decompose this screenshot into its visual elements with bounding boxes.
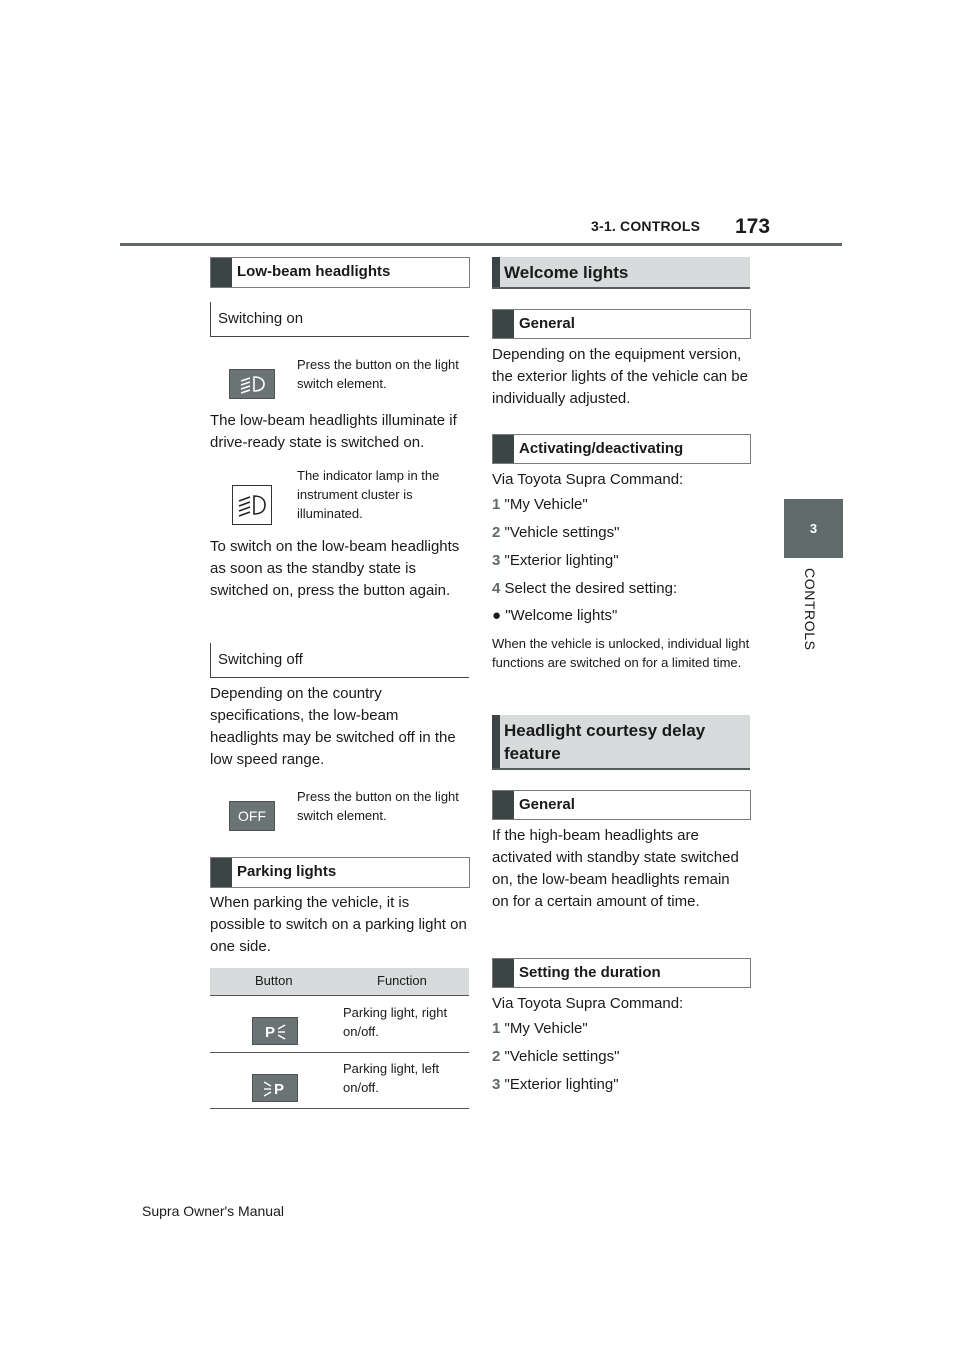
- parking-right-icon: [252, 1017, 298, 1045]
- switch-off-press-text: Press the button on the light switch element.: [297, 789, 459, 823]
- subheading-rule: [210, 677, 469, 678]
- step-number: 2: [492, 524, 501, 541]
- equipment-paragraph: Depending on the equipment version, the exterior lights of the vehicle can be individually adjusted.: [492, 346, 748, 407]
- chapter-tab-number: 3: [784, 499, 843, 558]
- switching-on-subheading: Switching on: [210, 302, 303, 336]
- via-command-text: Via Toyota Supra Command:: [492, 471, 684, 488]
- footer-text: Supra Owner's Manual: [142, 1203, 284, 1219]
- heading-bar: [493, 435, 514, 463]
- subheading-rule: [210, 336, 469, 337]
- off-button-icon: OFF: [229, 801, 275, 831]
- bullet-icon: ●: [492, 607, 502, 624]
- list-item: [492, 1046, 619, 1068]
- list-item: [492, 1074, 619, 1096]
- step-number: 1: [492, 496, 501, 513]
- svg-text:P: P: [265, 1024, 276, 1041]
- heading-bar: [211, 258, 232, 287]
- table-row-function: Parking light, right on/off.: [343, 1005, 448, 1039]
- heading-bar: [492, 715, 500, 768]
- heading-text: General: [519, 796, 575, 813]
- switching-off-subheading: Switching off: [210, 643, 303, 677]
- heading-bar: [492, 257, 500, 287]
- heading-bar: [211, 858, 232, 887]
- indicator-lamp-text: The indicator lamp in the instrument cluster is illuminated.: [297, 468, 440, 521]
- parking-left-icon: [252, 1074, 298, 1102]
- list-item: [492, 522, 619, 544]
- heading-text: General: [519, 315, 575, 332]
- general-heading: [492, 309, 751, 339]
- heading-bar: [493, 310, 514, 338]
- list-item: [492, 494, 588, 516]
- list-item: [492, 1018, 588, 1040]
- activating-heading: [492, 434, 751, 464]
- table-bottom-rule: [210, 1108, 469, 1109]
- step-text: "My Vehicle": [504, 1020, 588, 1037]
- step-number: 3: [492, 1076, 501, 1093]
- switch-off-paragraph: Depending on the country specifications, the low-beam headlights may be switched off in the low speed range.: [210, 685, 456, 768]
- list-item: [492, 550, 619, 572]
- low-beam-indicator-icon: [232, 485, 272, 525]
- column-header-button: Button: [255, 973, 293, 988]
- heading-text: Activating/deactivating: [519, 440, 684, 457]
- list-item: [492, 578, 677, 600]
- step-text: "My Vehicle": [504, 496, 588, 513]
- column-header-function: Function: [377, 973, 427, 988]
- bullet-item: [492, 605, 617, 627]
- welcome-note: When the vehicle is unlocked, individual light functions are switched on for a limited time.: [492, 636, 750, 670]
- header-rule: [120, 243, 842, 246]
- courtesy-paragraph: If the high-beam headlights are activated with standby state switched on, the low-beam headlights remain on for a certain amount of time.: [492, 827, 739, 910]
- step-text: Select the desired setting:: [504, 580, 678, 597]
- general-heading: [492, 790, 751, 820]
- via-command-text: Via Toyota Supra Command:: [492, 995, 684, 1012]
- switch-on-press-text: Press the button on the light switch element.: [297, 357, 459, 391]
- table-row-function: Parking light, left on/off.: [343, 1061, 440, 1095]
- step-number: 1: [492, 1020, 501, 1037]
- heading-text: Low-beam headlights: [237, 263, 391, 280]
- low-beam-button-icon: [229, 369, 275, 399]
- table-header: [210, 968, 469, 996]
- table-row-divider: [210, 1052, 469, 1053]
- step-text: "Vehicle settings": [504, 1048, 620, 1065]
- heading-text: Parking lights: [237, 863, 337, 880]
- low-beam-paragraph: The low-beam headlights illuminate if drive-ready state is switched on.: [210, 412, 457, 451]
- step-number: 2: [492, 1048, 501, 1065]
- heading-bar: [493, 791, 514, 819]
- page-number: 173: [735, 215, 771, 238]
- chapter-tab-label: CONTROLS: [802, 568, 818, 651]
- setting-duration-heading: [492, 958, 751, 988]
- heading-text: Setting the duration: [519, 964, 661, 981]
- courtesy-delay-heading: [492, 715, 750, 770]
- step-text: "Vehicle settings": [504, 524, 620, 541]
- step-number: 4: [492, 580, 501, 597]
- svg-text:P: P: [274, 1081, 285, 1098]
- bullet-text: "Welcome lights": [505, 607, 618, 624]
- heading-text: [504, 719, 705, 765]
- heading-bar: [493, 959, 514, 987]
- heading-line: feature: [504, 744, 561, 763]
- switch-on-paragraph: To switch on the low-beam headlights as soon as the standby state is switched on, press the button again.: [210, 538, 460, 599]
- heading-text: Welcome lights: [504, 263, 629, 282]
- section-title: 3-1. CONTROLS: [591, 218, 701, 234]
- step-text: "Exterior lighting": [504, 552, 619, 569]
- parking-paragraph: When parking the vehicle, it is possible to switch on a parking light on one side.: [210, 894, 467, 955]
- step-number: 3: [492, 552, 501, 569]
- welcome-lights-heading: [492, 257, 750, 289]
- low-beam-heading: [210, 257, 470, 288]
- heading-line: Headlight courtesy delay: [504, 721, 706, 740]
- step-text: "Exterior lighting": [504, 1076, 619, 1093]
- parking-lights-heading: [210, 857, 470, 888]
